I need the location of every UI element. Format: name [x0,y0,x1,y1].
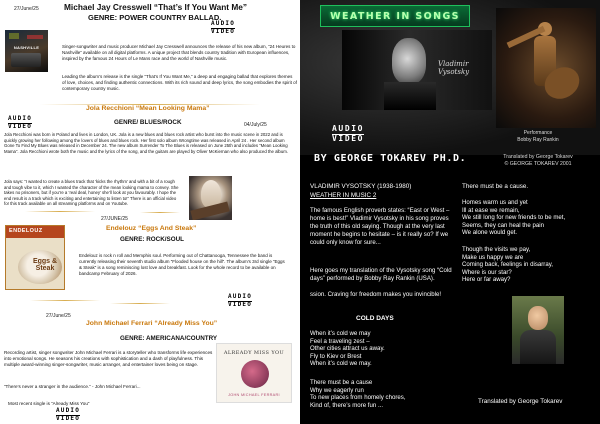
subtitle-series: WEATHER IN MUSIC 2 [310,192,377,199]
article2-para2: Jola says: “I wanted to create a blues track that ‘kicks the rhythm’ and with a bit of a rough and tough vibe to it, which I wanted the character of the mean looking mama to convey. She takes no prisoners, but if you’re a ‘real deal, honey’ she’ll look at you favourably. I hope the end result is a track which is exciting and entertaining to listen to!” There is an official video for this track available on all streaming platforms and on Youtube. [4,179,179,207]
article2-title: Jola Recchioni “Mean Looking Mama” [86,105,210,112]
verse-3 [462,199,598,237]
article1-title: Michael Jay Cresswell “That’s If You Want Me” [64,2,248,12]
article2-audio-video-links [8,116,32,130]
verse-line: Kind of, there’s more fun ... [310,401,384,409]
verse-line: When it’s cold we may. [310,360,372,368]
article3-audio-link[interactable]: AUDIO [228,293,253,300]
verse-line: There must be a cause. [462,183,529,190]
right-page [300,0,600,424]
article1-genre: GENRE: POWER COUNTRY BALLAD. [88,13,222,22]
article4-date: 27/June/25 [46,313,71,319]
article1-audio-video-links [211,21,235,35]
article1-audio-link[interactable]: AUDIO [211,20,236,27]
right-audio-link[interactable]: AUDIO [332,124,365,133]
header-banner [320,5,470,27]
article4-cover-image [216,343,292,403]
article2-audio-link[interactable]: AUDIO [8,115,33,122]
intro-paragraph: The famous English proverb states: “East or West – home is best!” Vladimir Vysotsky in his song proves the truth of this old saying. Though at the very last moment he begins to hesitate – is it really so? If we could only know for sure... [310,207,450,246]
article4-para1: Recording artist, singer songwriter John Michael Ferrari is a storyteller who transforms life experiences into emotional songs. He seasons his creations with sophistication and a dash of playfulness. This multiple award-winning singer-songwriter, music arranger, and entertainer loves being on stage. [4,350,213,367]
vysotsky-signature: Vladimir Vysotsky [438,60,470,76]
article3-cover-top: ENDELOUZ [9,228,43,234]
translator-photo [512,296,564,364]
verse-line: Seems, they can heal the pain [462,221,544,229]
song-title: COLD DAYS [356,315,394,322]
performer-name: Bobby Ray Rankin [517,136,559,143]
verse-line: Homes warm us and yet [462,199,528,206]
vysotsky-portrait [342,30,492,110]
article4-cover-top: ALREADY MISS YOU [223,350,285,356]
section-divider [30,300,100,301]
statue-photo [496,8,596,128]
verse-line: Fly to Kiev or Brest [310,352,362,360]
article3-audio-video-links [228,294,252,308]
article3-video-link[interactable]: VIDEO [228,300,253,308]
performance-label: Performance [523,130,553,136]
subtitle-author: VLADIMIR VYSOTSKY (1938-1980) [310,183,412,190]
performance-credit [508,130,568,143]
article3-para1: Endelouz is rock n roll and Memphis soul. Performing out of Chattanooga, Tennessee the band is currently releasing their seventh studio album “Flooded house on the hill”. The album’s 3rd single “Eggs & Steak” is a song reminiscing lost love and breakfast. Look for the whole record to be available on bandcamp February of 2026. [79,253,285,276]
copyright: © GEORGE TOKAREV 2001 [504,160,572,167]
article1-cover-image [5,30,48,72]
verse-line: To new places from homely chores, [310,394,406,402]
verse-line: Make us happy we are [462,253,524,261]
header-title: WEATHER IN SONGS [330,10,460,22]
article4-quote: “There’s never a stranger in the audience.” - John Michael Ferrari... [4,384,141,389]
intro-paragraph-2: Here goes my translation of the Vysotsky song “Cold days” performed by Bobby Ray Rankin (USA). [310,267,452,282]
translator-label: Translated by George Tokarev [503,154,573,160]
article4-cover-bottom: JOHN MICHAEL FERRARI [228,393,280,397]
verse-line: We alone would get. [462,229,518,237]
article2-date: 04/July/25 [244,122,267,128]
section-divider [110,303,170,304]
article1-para1: Singer-songwriter and music producer Michael Jay Cresswell announces the release of his new album, “24 Heures to Nashville” available on all digital platforms. A unique project that blends country tradition with European influences, inspired by the famous 24 Hours of Le Mans race and the world of Nashville music. [62,44,296,61]
verse-line: Though the visits we pay, [462,246,531,253]
right-video-link[interactable]: VIDEO [332,133,365,143]
right-audio-video-links [332,125,364,144]
article3-cover-image [5,225,65,290]
article4-genre: GENRE: AMERICANA/COUNTRY [120,335,218,342]
article1-para2: Leading the album’s release is the single “That’s If You Want Me,” a deep and engaging ballad that explores themes of love, choices, and finding authentic connections. With its rich sound and deep lyrics, the song embodies the spirit of contemporary country music. [62,74,297,91]
article4-title: John Michael Ferrari “Already Miss You” [86,320,218,327]
verse-line: Ill at ease we remain, [462,206,520,214]
intro-paragraph-3: ssion. Craving for freedom makes you invincible! [310,291,442,298]
verse-line: Here or far away? [462,276,511,284]
article2-date-bottom: 27/JUNE/25 [101,216,128,222]
article2-artist-photo [189,176,232,220]
verse-line: Where is our star? [462,268,512,276]
section-divider [140,212,180,213]
translation-credit [486,154,590,168]
section-divider [25,211,95,212]
article4-video-link[interactable]: VIDEO [56,414,81,422]
article1-cover-text: NASHVILLE [13,45,40,50]
article1-date: 27/June/25 [14,6,39,12]
verse-line: When it’s cold we may [310,330,371,337]
article2-para1: Jola Recchioni was born in Poland and lives in London, UK. Jola is a new blues and blues rock artist who burst into the music scene in 2022 and is quickly growing her following among the lovers of blues and blues rock. Her first solo album Wrongtime was released in April 24 . Her second album Gone To Find My Blues was released in December 24. The new album Surrender To The Blues is released on June 25th and includes “Mean Looking Mama”. Jola Recchioni wrote both the music and the lyrics of the song, and the guitars are played by Oliver McKiernan who also produced the album. [4,132,288,154]
article4-audio-video-links [56,408,80,422]
verse-line: Other cities attract us away. [310,345,385,353]
verse-line: We still long for new friends to be met, [462,214,566,222]
article2-genre: GENRE/ BLUES/ROCK [114,119,182,126]
article3-title: Endelouz “Eggs And Steak” [106,225,197,232]
verse-line: Coming back, feelings in disarray, [462,261,553,269]
verse-2 [310,379,406,409]
verse-4 [462,246,598,284]
verse-line: Why we eagerly run [310,386,364,394]
photo-caption: Translated by George Tokarev [478,398,563,405]
article3-genre: GENRE: ROCK/SOUL [120,236,185,243]
article4-recent-single: Most recent single is “Already Miss You” [8,401,90,406]
article4-audio-link[interactable]: AUDIO [56,407,81,414]
article2-video-link[interactable]: VIDEO [8,122,33,130]
article1-video-link[interactable]: VIDEO [211,27,236,35]
verse-1 [310,330,385,368]
verse-line: There must be a cause [310,379,373,386]
byline: BY GEORGE TOKAREV PH.D. [314,153,467,164]
verse-line: Feel a traveling zest – [310,337,370,345]
article3-cover-text: Eggs & Steak [32,258,58,272]
